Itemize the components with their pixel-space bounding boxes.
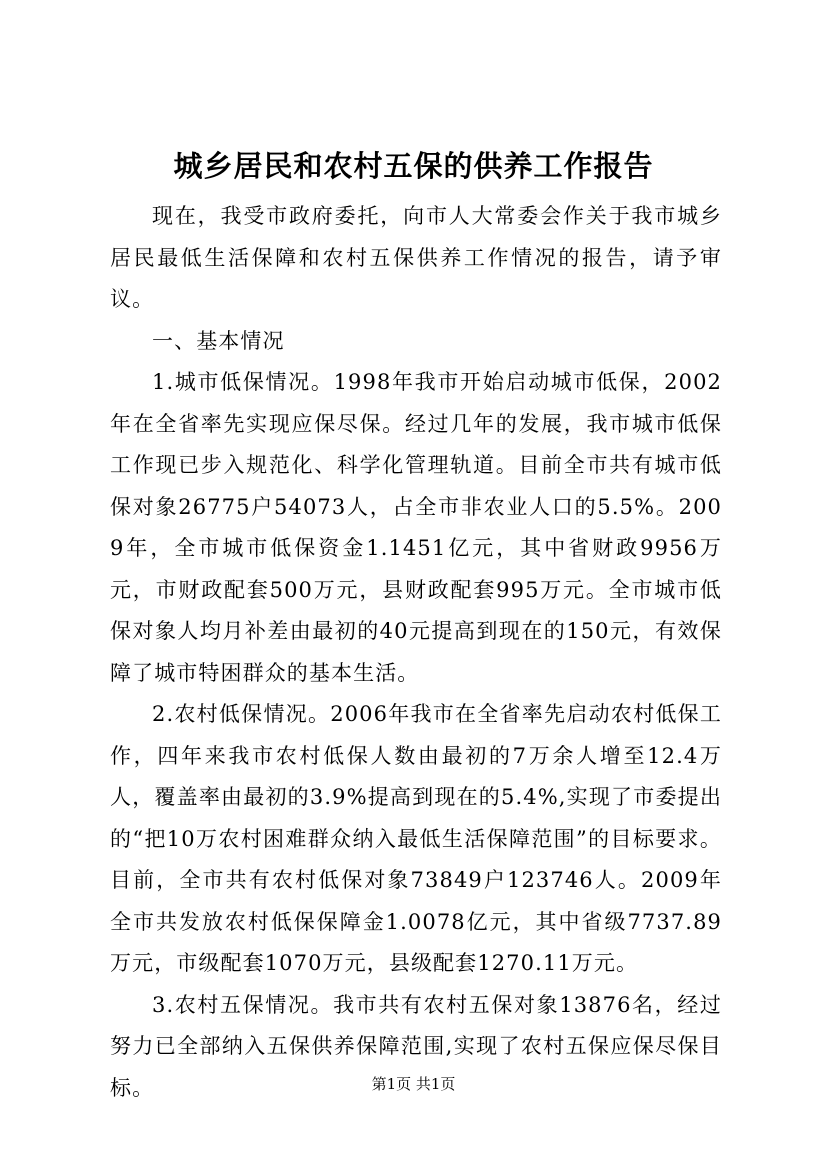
paragraph-rural-wubao: 3.农村五保情况。我市共有农村五保对象13876名，经过努力已全部纳入五保供养保障范围,实现了农村五保应保尽保目标。 (110, 992, 722, 1100)
document-title: 城乡居民和农村五保的供养工作报告 (173, 149, 654, 183)
paragraph-urban-dibao: 1.城市低保情况。1998年我市开始启动城市低保，2002年在全省率先实现应保尽保。经过几年的发展，我市城市低保工作现已步入规范化、科学化管理轨道。目前全市共有城市低保对象26775户54073人，占全市非农业人口的5.5%。2009年，全市城市低保资金1.1451亿元，其中省财政9956万元，市财政配套500万元，县财政配套995万元。全市城市低保对象人均月补差由最初的40元提高到现在的150元，有效保障了城市特困群众的基本生活。 (110, 370, 722, 685)
page-footer: 第1页 共1页 (371, 1075, 456, 1093)
document-body (110, 196, 722, 1109)
paragraph-rural-dibao: 2.农村低保情况。2006年我市在全省率先启动农村低保工作，四年来我市农村低保人数由最初的7万余人增至12.4万人，覆盖率由最初的3.9%提高到现在的5.4%,实现了市委提出的“把10万农村困难群众纳入最低生活保障范围”的目标要求。目前，全市共有农村低保对象73849户123746人。2009年全市共发放农村低保保障金1.0078亿元，其中省级7737.89万元，市级配套1070万元，县级配套1270.11万元。 (110, 702, 722, 975)
paragraph-intro: 现在，我受市政府委托，向市人大常委会作关于我市城乡居民最低生活保障和农村五保供养工作情况的报告，请予审议。 (110, 204, 722, 311)
section-heading-basic: 一、基本情况 (152, 328, 285, 353)
